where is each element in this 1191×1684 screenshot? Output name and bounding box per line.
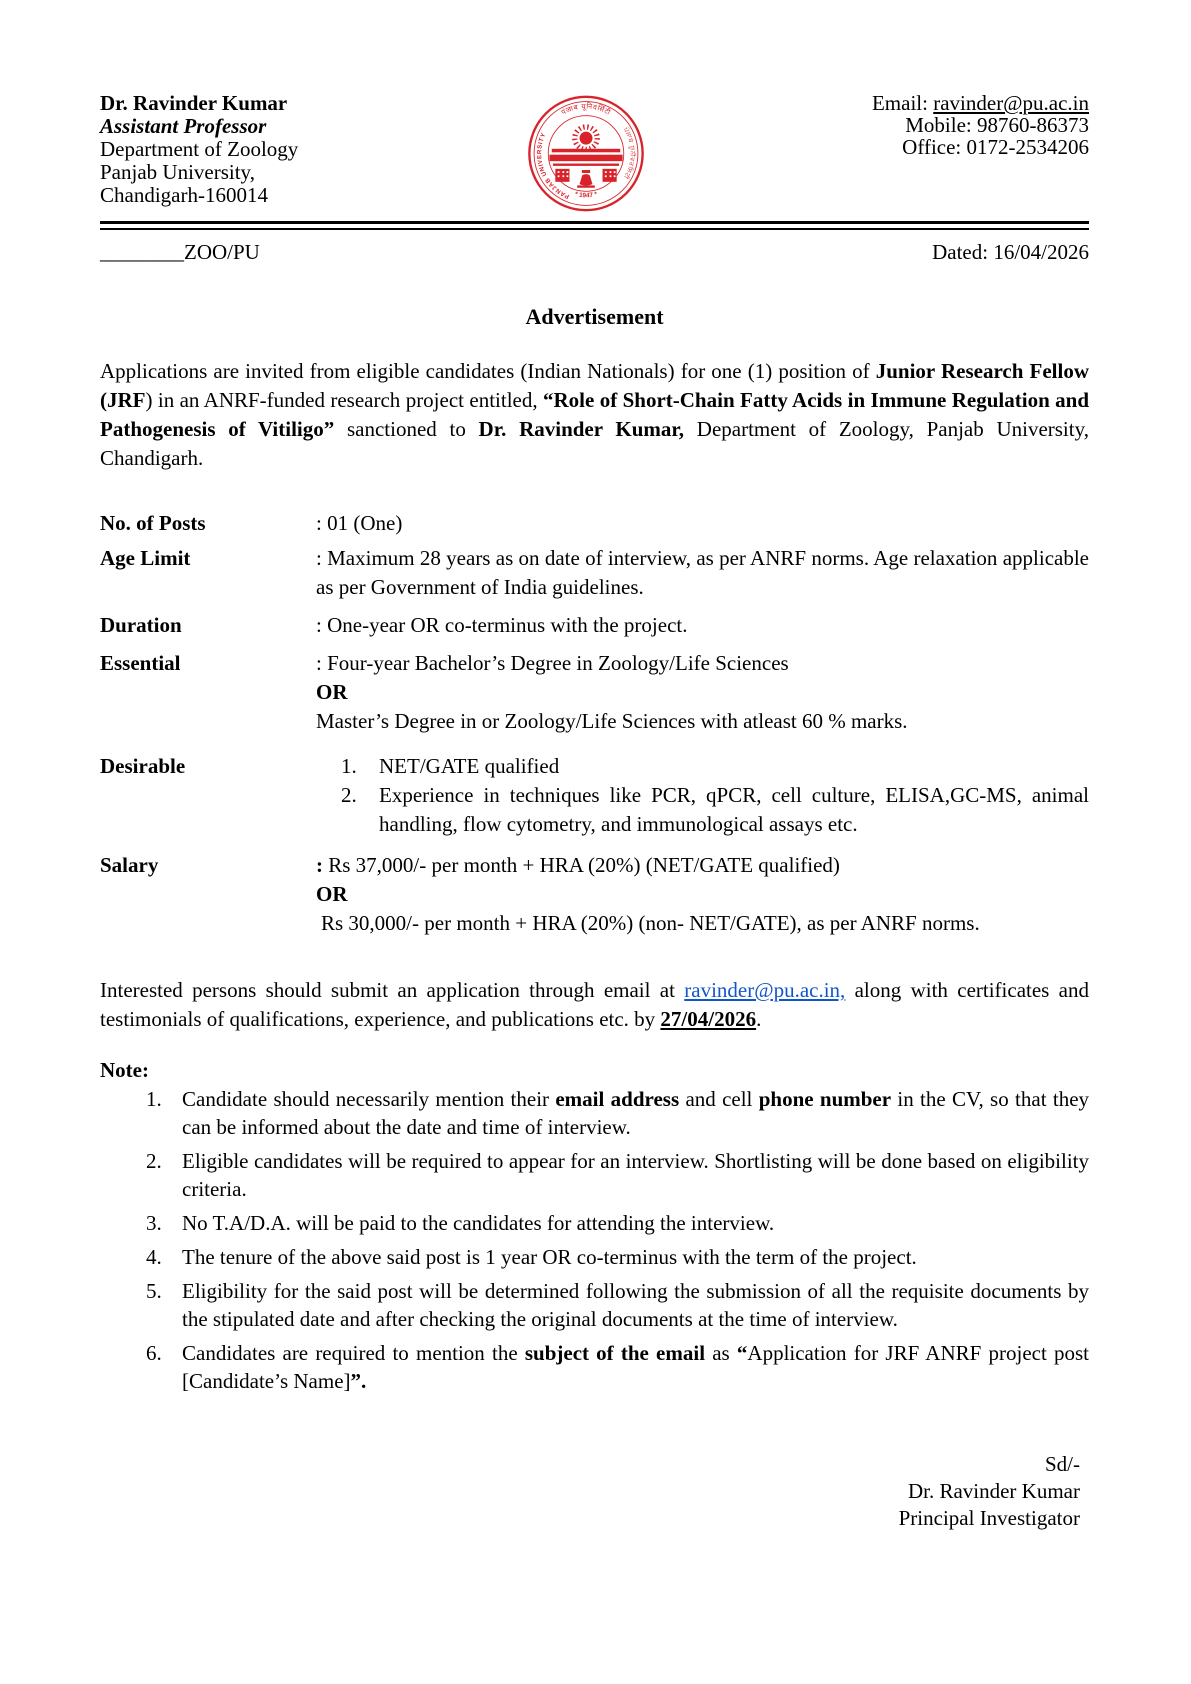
note-text: The tenure of the above said post is 1 year OR co-terminus with the term of the project. xyxy=(182,1245,917,1269)
essential-or: OR xyxy=(316,680,348,704)
note-text: No T.A/D.A. will be paid to the candidates for attending the interview. xyxy=(182,1211,775,1235)
seal-left-text: PANJAB UNIVERSITY xyxy=(536,131,571,200)
note-number: 1. xyxy=(146,1087,162,1111)
detail-value xyxy=(316,752,1089,839)
note-text: Candidate should necessarily mention their email address and cell phone number in the CV, so that they can be informed about the date and time of interview. xyxy=(182,1087,1090,1139)
essential-line-2: Master’s Degree in or Zoology/Life Sciences with atleast 60 % marks. xyxy=(316,709,908,733)
detail-label: Duration xyxy=(100,613,182,637)
note-number: 6. xyxy=(146,1341,162,1365)
list-text: NET/GATE qualified xyxy=(379,754,560,778)
signatory-designation: Principal Investigator xyxy=(898,1506,1080,1530)
note-item-1 xyxy=(100,1085,1089,1141)
contact-block xyxy=(872,92,1089,207)
author-department: Department of Zoology xyxy=(100,137,299,161)
email-label: Email: xyxy=(871,91,934,115)
detail-label: Desirable xyxy=(100,754,186,778)
detail-row-posts xyxy=(100,509,1089,538)
signature-block xyxy=(100,1451,1089,1532)
note-item-6 xyxy=(100,1339,1089,1395)
author-city: Chandigarh-160014 xyxy=(100,183,268,207)
note-number: 2. xyxy=(146,1149,162,1173)
note-list xyxy=(100,1085,1089,1395)
detail-label: No. of Posts xyxy=(100,511,206,535)
signatory-name: Dr. Ravinder Kumar xyxy=(907,1479,1080,1503)
contact-mobile-line: Mobile: 98760-86373 xyxy=(905,113,1089,137)
reference-number: ________ZOO/PU xyxy=(100,240,260,264)
header-email-link[interactable]: ravinder@pu.ac.in xyxy=(933,91,1089,115)
contact-email-line xyxy=(872,92,1089,114)
author-university: Panjab University, xyxy=(100,160,255,184)
detail-value xyxy=(316,649,1089,736)
detail-value: : 01 (One) xyxy=(316,511,403,535)
desirable-item-1 xyxy=(316,752,1089,781)
author-title: Assistant Professor xyxy=(100,114,267,138)
salary-line-1: : Rs 37,000/- per month + HRA (20%) (NET/GATE qualified) xyxy=(316,853,840,877)
seal-right-text: ਪੰਜਾਬ ਯੂਨੀਵਰਸਿਟੀ xyxy=(621,126,636,181)
detail-label: Salary xyxy=(100,853,159,877)
detail-label: Age Limit xyxy=(100,546,191,570)
list-text: Experience in techniques like PCR, qPCR, cell culture, ELISA,GC-MS, animal handling, flow cytometry, and immunological assays etc. xyxy=(379,783,1089,836)
page-title: Advertisement xyxy=(525,304,664,329)
application-instructions: Interested persons should submit an application through email at ravinder@pu.ac.in, along with certificates and testimonials of qualifications, experience, and publications etc. by 27/04/2026. xyxy=(100,978,1089,1031)
salary-line-2: Rs 30,000/- per month + HRA (20%) (non- NET/GATE), as per ANRF norms. xyxy=(321,911,980,935)
note-number: 4. xyxy=(146,1245,162,1269)
desirable-item-2 xyxy=(316,781,1089,839)
note-item-5 xyxy=(100,1277,1089,1333)
detail-value xyxy=(316,851,1089,938)
intro-paragraph: Applications are invited from eligible candidates (Indian Nationals) for one (1) position of Junior Research Fellow (JRF) in an ANRF-funded research project entitled, “Role of Short-Chain Fatty Acids in Immune Regulation and Pathogenesis of Vitiligo” sanctioned to Dr. Ravinder Kumar, Department of Zoology, Panjab University, Chandigarh. xyxy=(100,359,1089,470)
svg-text:* 1947 * xyxy=(574,191,598,200)
note-number: 3. xyxy=(146,1211,162,1235)
detail-row-age-limit xyxy=(100,544,1089,602)
note-heading: Note: xyxy=(100,1058,149,1082)
contact-office-line: Office: 0172-2534206 xyxy=(902,135,1089,159)
note-item-2 xyxy=(100,1147,1089,1203)
panjab-university-seal-icon xyxy=(527,94,645,213)
detail-row-salary xyxy=(100,851,1089,938)
detail-row-essential xyxy=(100,649,1089,736)
note-text: Eligible candidates will be required to appear for an interview. Shortlisting will be done based on eligibility criteria. xyxy=(182,1149,1089,1201)
svg-text:पंजाब यूनिवर्सिटी xyxy=(560,102,613,117)
note-text: Candidates are required to mention the subject of the email as “Application for JRF ANRF project post [Candidate’s Name]”. xyxy=(182,1341,1089,1393)
detail-value: : One-year OR co-terminus with the project. xyxy=(316,613,688,637)
note-text: Eligibility for the said post will be determined following the submission of all the requisite documents by the stipulated date and after checking the original documents at the time of interview. xyxy=(182,1279,1089,1331)
dated-label: Dated: 16/04/2026 xyxy=(932,240,1089,264)
note-item-4 xyxy=(100,1243,1089,1271)
essential-line-1: : Four-year Bachelor’s Degree in Zoology/Life Sciences xyxy=(316,651,789,675)
note-number: 5. xyxy=(146,1279,162,1303)
reference-line xyxy=(100,239,1089,265)
details-table xyxy=(100,509,1089,938)
list-number: 2. xyxy=(341,783,357,807)
author-name: Dr. Ravinder Kumar xyxy=(100,91,288,115)
list-number: 1. xyxy=(341,754,357,778)
seal-top-text: पंजाब यूनिवर्सिटी xyxy=(559,101,613,117)
header-divider xyxy=(100,221,1089,230)
detail-value: : Maximum 28 years as on date of interview, as per ANRF norms. Age relaxation applicable as per Government of India guidelines. xyxy=(316,546,1089,599)
detail-row-desirable xyxy=(100,752,1089,839)
author-block xyxy=(100,92,298,207)
seal-year-text: * 1947 * xyxy=(574,190,598,200)
note-item-3 xyxy=(100,1209,1089,1237)
detail-label: Essential xyxy=(100,651,181,675)
salary-or: OR xyxy=(316,882,348,906)
signature-sd: Sd/- xyxy=(1044,1452,1080,1476)
detail-row-duration xyxy=(100,611,1089,640)
